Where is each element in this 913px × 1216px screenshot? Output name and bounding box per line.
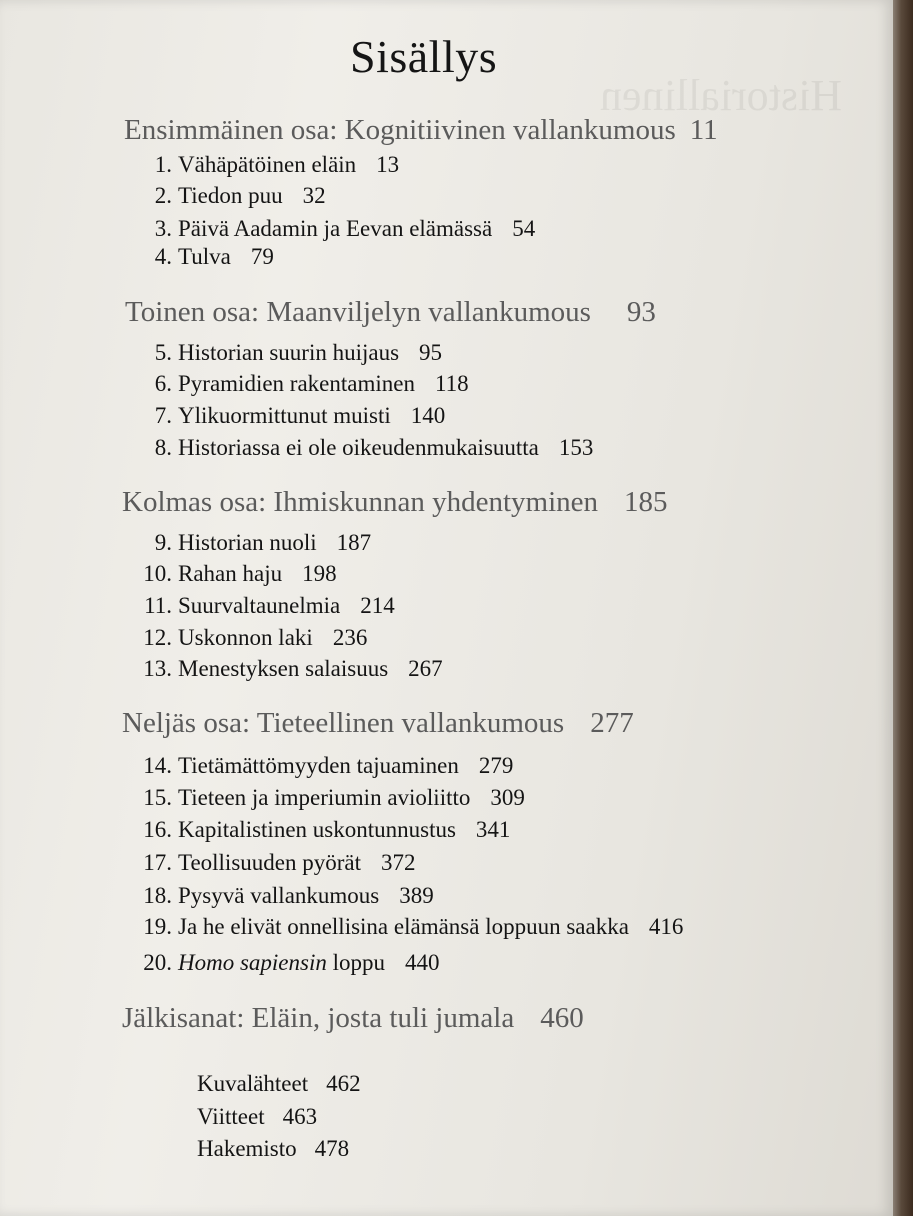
chapter-page: 198	[302, 561, 337, 586]
part-heading	[122, 707, 634, 740]
chapter-number: 2.	[154, 183, 172, 208]
chapter-title: Tiedon puu	[178, 183, 283, 208]
chapter-title: Historian suurin huijaus	[178, 340, 400, 365]
chapter-number: 19.	[143, 914, 172, 939]
chapter-page: 267	[408, 656, 443, 681]
part-title: Ensimmäinen osa: Kognitiivinen vallankumous	[124, 114, 676, 146]
page-title: Sisällys	[350, 31, 498, 82]
chapter-page: 440	[405, 950, 440, 975]
chapter-title-italic: Homo sapiensin	[178, 950, 327, 975]
chapter-title: Ja he elivät onnellisina elämänsä loppuun saakka	[178, 914, 629, 939]
toc-entry	[128, 914, 683, 940]
page-edge	[893, 0, 913, 1216]
part-page: 11	[689, 114, 718, 146]
afterword-page: 460	[540, 1002, 584, 1034]
chapter-page: 118	[434, 371, 469, 396]
chapter-page: 389	[399, 883, 434, 908]
chapter-page: 187	[336, 530, 372, 555]
chapter-title: Tietämättömyyden tajuaminen	[178, 753, 459, 778]
chapter-title: Kapitalistinen uskontunnustus	[178, 817, 456, 842]
part-title: Neljäs osa: Tieteellinen vallankumous	[122, 707, 565, 739]
chapter-number: 6.	[154, 371, 172, 396]
chapter-page: 32	[302, 183, 326, 208]
back-matter-entry	[197, 1071, 361, 1097]
chapter-number: 9.	[154, 530, 172, 555]
toc-entry	[132, 244, 274, 270]
toc-entry	[128, 883, 434, 909]
chapter-title: Pysyvä vallankumous	[178, 883, 380, 908]
back-matter-title: Viitteet	[197, 1104, 265, 1129]
chapter-number: 11.	[144, 593, 172, 618]
chapter-title: Tulva	[178, 244, 231, 269]
chapter-title: Ylikuormittunut muisti	[178, 403, 391, 428]
chapter-title: Historiassa ei ole oikeudenmukaisuutta	[178, 435, 539, 460]
part-title: Toinen osa: Maanviljelyn vallankumous	[125, 296, 591, 328]
chapter-number: 4.	[154, 244, 172, 269]
part-page: 277	[590, 707, 634, 739]
chapter-page: 153	[558, 435, 594, 460]
toc-entry	[132, 371, 469, 397]
back-matter-page: 478	[314, 1136, 350, 1161]
back-matter-page: 463	[282, 1104, 318, 1129]
toc-entry	[132, 183, 326, 209]
toc-entry	[128, 656, 443, 682]
afterword-title: Jälkisanat: Eläin, josta tuli jumala	[122, 1002, 515, 1034]
toc-entry	[128, 625, 367, 651]
back-matter-entry	[197, 1104, 317, 1130]
toc-entry	[132, 216, 535, 242]
back-matter-title: Kuvalähteet	[197, 1071, 309, 1096]
toc-entry	[132, 152, 399, 178]
toc-entry	[128, 593, 395, 619]
back-matter-title: Hakemisto	[197, 1136, 297, 1161]
toc-entry	[128, 753, 513, 779]
chapter-title: Päivä Aadamin ja Eevan elämässä	[178, 216, 493, 241]
part-heading	[122, 486, 668, 519]
toc-entry	[128, 785, 525, 811]
chapter-page: 279	[478, 753, 514, 778]
chapter-number: 5.	[154, 340, 172, 365]
chapter-title: Teollisuuden pyörät	[178, 850, 361, 875]
chapter-page: 95	[419, 340, 443, 365]
part-page: 185	[624, 486, 668, 518]
chapter-page: 341	[475, 817, 511, 842]
toc-entry	[128, 530, 371, 556]
chapter-page: 13	[376, 152, 400, 177]
chapter-number: 18.	[143, 883, 172, 908]
chapter-number: 20.	[143, 950, 172, 975]
chapter-title: loppu	[332, 950, 386, 975]
chapter-title: Suurvaltaunelmia	[178, 593, 341, 618]
toc-entry	[128, 817, 510, 843]
back-matter-entry	[197, 1136, 349, 1162]
chapter-number: 3.	[154, 216, 172, 241]
chapter-title: Historian nuoli	[178, 530, 317, 555]
toc-entry	[132, 403, 445, 429]
chapter-page: 372	[381, 850, 416, 875]
chapter-number: 13.	[143, 656, 172, 681]
afterword-heading	[122, 1002, 584, 1035]
part-title: Kolmas osa: Ihmiskunnan yhdentyminen	[122, 486, 599, 518]
chapter-number: 10.	[143, 561, 172, 586]
toc-entry	[132, 340, 442, 366]
part-page: 93	[626, 296, 656, 328]
chapter-title: Uskonnon laki	[178, 625, 313, 650]
chapter-page: 214	[360, 593, 395, 618]
chapter-number: 7.	[154, 403, 172, 428]
toc-entry	[128, 561, 337, 587]
chapter-title: Pyramidien rakentaminen	[178, 371, 415, 396]
chapter-page: 54	[512, 216, 536, 241]
chapter-page: 309	[490, 785, 525, 810]
chapter-number: 16.	[143, 817, 172, 842]
chapter-number: 1.	[154, 152, 172, 177]
chapter-number: 17.	[143, 850, 172, 875]
show-through-text: Historiallinen	[600, 71, 842, 120]
back-matter-page: 462	[326, 1071, 361, 1096]
toc-entry	[128, 950, 440, 976]
part-heading	[124, 114, 718, 147]
chapter-page: 236	[332, 625, 368, 650]
chapter-title: Vähäpätöinen eläin	[178, 152, 357, 177]
toc-entry	[128, 850, 416, 876]
chapter-title: Rahan haju	[178, 561, 283, 586]
chapter-number: 15.	[143, 785, 172, 810]
chapter-page: 416	[648, 914, 684, 939]
chapter-title: Tieteen ja imperiumin avioliitto	[178, 785, 471, 810]
chapter-title: Menestyksen salaisuus	[178, 656, 389, 681]
chapter-number: 14.	[143, 753, 172, 778]
toc-entry	[132, 435, 593, 461]
chapter-page: 79	[250, 244, 274, 269]
chapter-number: 12.	[143, 625, 172, 650]
part-heading	[125, 296, 656, 329]
chapter-page: 140	[410, 403, 446, 428]
chapter-number: 8.	[154, 435, 172, 460]
